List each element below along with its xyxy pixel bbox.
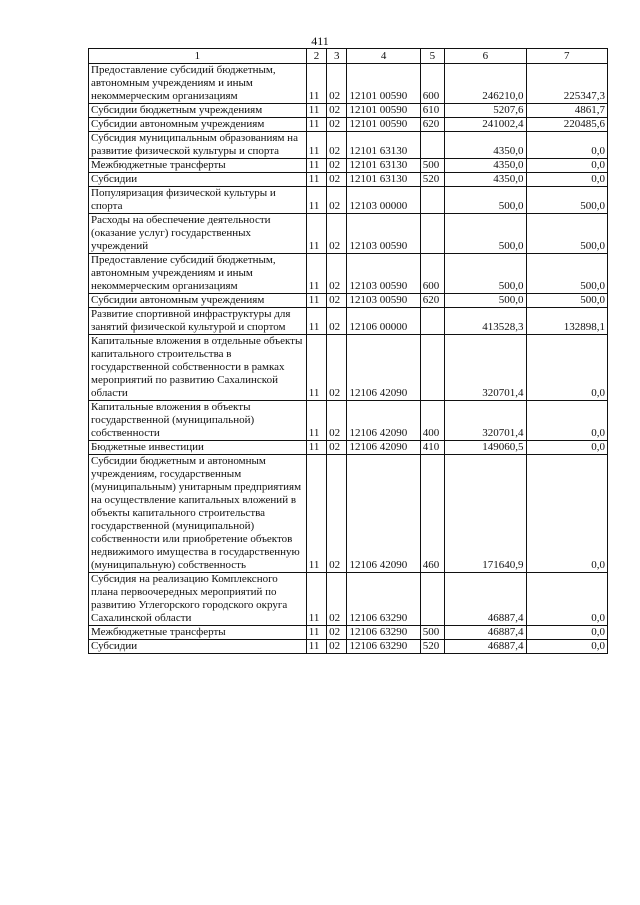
cell-amount-1: 241002,4 bbox=[445, 118, 526, 132]
table-row bbox=[89, 104, 608, 118]
cell-amount-1: 246210,0 bbox=[445, 64, 526, 104]
table-row bbox=[89, 441, 608, 455]
cell-expense-type bbox=[420, 214, 444, 254]
cell-target-article: 12101 00590 bbox=[347, 64, 420, 104]
cell-amount-2: 0,0 bbox=[526, 441, 607, 455]
cell-subsection: 02 bbox=[327, 187, 347, 214]
table-row bbox=[89, 214, 608, 254]
cell-expense-type: 500 bbox=[420, 159, 444, 173]
cell-section: 11 bbox=[306, 118, 326, 132]
budget-table bbox=[88, 48, 608, 654]
cell-name: Субсидия муниципальным образованиям на развитие физической культуры и спорта bbox=[89, 132, 307, 159]
cell-section: 11 bbox=[306, 104, 326, 118]
cell-amount-2: 500,0 bbox=[526, 254, 607, 294]
cell-name: Развитие спортивной инфраструктуры для занятий физической культурой и спортом bbox=[89, 308, 307, 335]
cell-name: Предоставление субсидий бюджетным, автономным учреждениям и иным некоммерческим организациям bbox=[89, 64, 307, 104]
cell-amount-2: 225347,3 bbox=[526, 64, 607, 104]
cell-expense-type bbox=[420, 335, 444, 401]
cell-subsection: 02 bbox=[327, 104, 347, 118]
table-header-row bbox=[89, 49, 608, 64]
cell-name: Предоставление субсидий бюджетным, автономным учреждениям и иным некоммерческим организациям bbox=[89, 254, 307, 294]
cell-name: Межбюджетные трансферты bbox=[89, 159, 307, 173]
cell-subsection: 02 bbox=[327, 455, 347, 573]
cell-amount-1: 320701,4 bbox=[445, 401, 526, 441]
cell-amount-1: 4350,0 bbox=[445, 173, 526, 187]
cell-amount-2: 220485,6 bbox=[526, 118, 607, 132]
cell-subsection: 02 bbox=[327, 441, 347, 455]
cell-name: Субсидии бюджетным учреждениям bbox=[89, 104, 307, 118]
cell-amount-1: 413528,3 bbox=[445, 308, 526, 335]
cell-section: 11 bbox=[306, 294, 326, 308]
cell-section: 11 bbox=[306, 640, 326, 654]
cell-section: 11 bbox=[306, 441, 326, 455]
cell-target-article: 12106 42090 bbox=[347, 441, 420, 455]
cell-amount-2: 4861,7 bbox=[526, 104, 607, 118]
cell-amount-2: 0,0 bbox=[526, 573, 607, 626]
cell-section: 11 bbox=[306, 308, 326, 335]
cell-amount-2: 0,0 bbox=[526, 335, 607, 401]
cell-section: 11 bbox=[306, 626, 326, 640]
cell-expense-type: 620 bbox=[420, 294, 444, 308]
cell-target-article: 12103 00590 bbox=[347, 214, 420, 254]
table-row bbox=[89, 335, 608, 401]
cell-target-article: 12101 00590 bbox=[347, 118, 420, 132]
cell-name: Межбюджетные трансферты bbox=[89, 626, 307, 640]
cell-subsection: 02 bbox=[327, 64, 347, 104]
cell-amount-2: 500,0 bbox=[526, 214, 607, 254]
cell-amount-1: 46887,4 bbox=[445, 640, 526, 654]
table-row bbox=[89, 294, 608, 308]
cell-section: 11 bbox=[306, 455, 326, 573]
cell-subsection: 02 bbox=[327, 640, 347, 654]
header-col-1: 1 bbox=[89, 49, 307, 64]
cell-amount-2: 0,0 bbox=[526, 455, 607, 573]
header-col-2: 2 bbox=[306, 49, 326, 64]
cell-expense-type: 620 bbox=[420, 118, 444, 132]
cell-amount-1: 5207,6 bbox=[445, 104, 526, 118]
cell-subsection: 02 bbox=[327, 573, 347, 626]
cell-amount-1: 171640,9 bbox=[445, 455, 526, 573]
cell-amount-1: 500,0 bbox=[445, 254, 526, 294]
header-col-3: 3 bbox=[327, 49, 347, 64]
cell-expense-type: 410 bbox=[420, 441, 444, 455]
table-row bbox=[89, 64, 608, 104]
cell-name: Бюджетные инвестиции bbox=[89, 441, 307, 455]
table-row bbox=[89, 254, 608, 294]
cell-target-article: 12101 63130 bbox=[347, 173, 420, 187]
cell-section: 11 bbox=[306, 187, 326, 214]
cell-name: Капитальные вложения в отдельные объекты капитального строительства в государственной собственности в рамках мероприятий по развитию Сахалинской области bbox=[89, 335, 307, 401]
cell-section: 11 bbox=[306, 254, 326, 294]
cell-subsection: 02 bbox=[327, 308, 347, 335]
cell-amount-2: 0,0 bbox=[526, 640, 607, 654]
cell-amount-1: 4350,0 bbox=[445, 159, 526, 173]
cell-target-article: 12103 00590 bbox=[347, 294, 420, 308]
cell-expense-type bbox=[420, 573, 444, 626]
cell-target-article: 12101 63130 bbox=[347, 132, 420, 159]
header-col-5: 5 bbox=[420, 49, 444, 64]
cell-section: 11 bbox=[306, 214, 326, 254]
cell-amount-2: 500,0 bbox=[526, 294, 607, 308]
cell-target-article: 12103 00000 bbox=[347, 187, 420, 214]
cell-name: Субсидии bbox=[89, 173, 307, 187]
table-row bbox=[89, 455, 608, 573]
cell-amount-2: 0,0 bbox=[526, 132, 607, 159]
cell-name: Капитальные вложения в объекты государственной (муниципальной) собственности bbox=[89, 401, 307, 441]
cell-subsection: 02 bbox=[327, 294, 347, 308]
page-number: 411 bbox=[311, 34, 329, 48]
table-row bbox=[89, 573, 608, 626]
cell-amount-2: 0,0 bbox=[526, 626, 607, 640]
cell-section: 11 bbox=[306, 64, 326, 104]
header-col-6: 6 bbox=[445, 49, 526, 64]
cell-section: 11 bbox=[306, 573, 326, 626]
cell-amount-2: 0,0 bbox=[526, 159, 607, 173]
cell-amount-2: 500,0 bbox=[526, 187, 607, 214]
cell-name: Субсидии автономным учреждениям bbox=[89, 118, 307, 132]
cell-expense-type: 460 bbox=[420, 455, 444, 573]
cell-name: Субсидии bbox=[89, 640, 307, 654]
cell-subsection: 02 bbox=[327, 626, 347, 640]
header-col-7: 7 bbox=[526, 49, 607, 64]
cell-subsection: 02 bbox=[327, 173, 347, 187]
cell-amount-1: 149060,5 bbox=[445, 441, 526, 455]
cell-amount-1: 500,0 bbox=[445, 294, 526, 308]
cell-expense-type: 520 bbox=[420, 173, 444, 187]
cell-expense-type: 600 bbox=[420, 254, 444, 294]
cell-name: Расходы на обеспечение деятельности (оказание услуг) государственных учреждений bbox=[89, 214, 307, 254]
cell-subsection: 02 bbox=[327, 335, 347, 401]
cell-section: 11 bbox=[306, 132, 326, 159]
cell-expense-type bbox=[420, 132, 444, 159]
table-row bbox=[89, 187, 608, 214]
cell-amount-1: 46887,4 bbox=[445, 626, 526, 640]
cell-expense-type: 610 bbox=[420, 104, 444, 118]
table-row bbox=[89, 132, 608, 159]
table-row bbox=[89, 401, 608, 441]
cell-subsection: 02 bbox=[327, 118, 347, 132]
table-row bbox=[89, 159, 608, 173]
cell-amount-2: 0,0 bbox=[526, 401, 607, 441]
table-row bbox=[89, 308, 608, 335]
cell-target-article: 12106 63290 bbox=[347, 640, 420, 654]
header-col-4: 4 bbox=[347, 49, 420, 64]
table-row bbox=[89, 118, 608, 132]
cell-amount-1: 320701,4 bbox=[445, 335, 526, 401]
cell-target-article: 12106 00000 bbox=[347, 308, 420, 335]
table-row bbox=[89, 626, 608, 640]
cell-expense-type bbox=[420, 308, 444, 335]
cell-target-article: 12103 00590 bbox=[347, 254, 420, 294]
cell-amount-1: 500,0 bbox=[445, 214, 526, 254]
cell-section: 11 bbox=[306, 401, 326, 441]
cell-expense-type: 500 bbox=[420, 626, 444, 640]
cell-expense-type: 600 bbox=[420, 64, 444, 104]
cell-section: 11 bbox=[306, 335, 326, 401]
cell-expense-type: 520 bbox=[420, 640, 444, 654]
cell-subsection: 02 bbox=[327, 214, 347, 254]
table-row bbox=[89, 173, 608, 187]
cell-target-article: 12106 42090 bbox=[347, 335, 420, 401]
cell-name: Субсидии бюджетным и автономным учреждениям, государственным (муниципальным) унитарным предприятиям на осуществление капитальных вложений в объекты капитального строительства государственной (муниципальной) собственности или приобретение объектов недвижимого имущества в государственную (муниципальную) собственность bbox=[89, 455, 307, 573]
cell-target-article: 12106 63290 bbox=[347, 626, 420, 640]
cell-expense-type: 400 bbox=[420, 401, 444, 441]
table-row bbox=[89, 640, 608, 654]
cell-amount-1: 500,0 bbox=[445, 187, 526, 214]
cell-amount-1: 46887,4 bbox=[445, 573, 526, 626]
cell-amount-1: 4350,0 bbox=[445, 132, 526, 159]
cell-amount-2: 0,0 bbox=[526, 173, 607, 187]
cell-target-article: 12106 63290 bbox=[347, 573, 420, 626]
cell-target-article: 12101 63130 bbox=[347, 159, 420, 173]
cell-target-article: 12106 42090 bbox=[347, 401, 420, 441]
cell-subsection: 02 bbox=[327, 401, 347, 441]
cell-section: 11 bbox=[306, 173, 326, 187]
cell-amount-2: 132898,1 bbox=[526, 308, 607, 335]
cell-target-article: 12106 42090 bbox=[347, 455, 420, 573]
cell-subsection: 02 bbox=[327, 159, 347, 173]
cell-subsection: 02 bbox=[327, 132, 347, 159]
cell-expense-type bbox=[420, 187, 444, 214]
cell-target-article: 12101 00590 bbox=[347, 104, 420, 118]
cell-subsection: 02 bbox=[327, 254, 347, 294]
cell-name: Субсидия на реализацию Комплексного плана первоочередных мероприятий по развитию Углегорского городского округа Сахалинской области bbox=[89, 573, 307, 626]
cell-name: Популяризация физической культуры и спорта bbox=[89, 187, 307, 214]
cell-name: Субсидии автономным учреждениям bbox=[89, 294, 307, 308]
cell-section: 11 bbox=[306, 159, 326, 173]
